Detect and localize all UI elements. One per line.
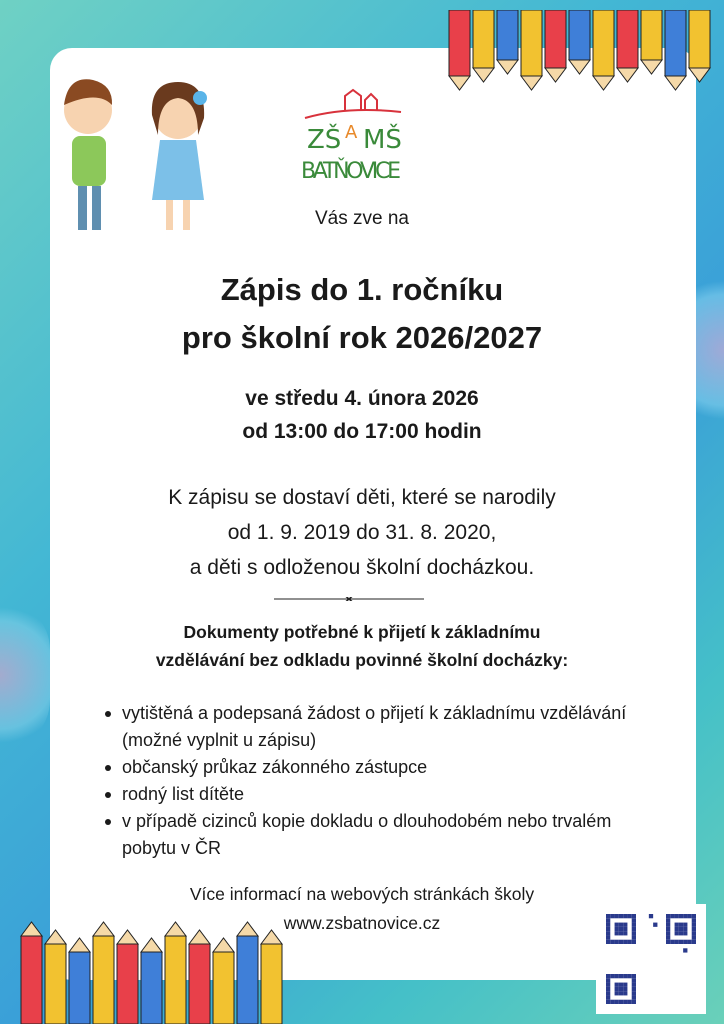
invite-text: Vás zve na xyxy=(315,208,409,229)
pencil xyxy=(117,930,138,1024)
school-logo xyxy=(297,88,407,184)
info-line: K zápisu se dostaví děti, které se narodily xyxy=(168,486,556,509)
svg-text:ZŠ: ZŠ xyxy=(307,125,342,155)
info-line: a děti s odloženou školní docházkou. xyxy=(189,556,535,579)
pencil xyxy=(689,10,710,82)
pencil xyxy=(449,10,470,90)
pencil xyxy=(521,10,542,90)
pencil xyxy=(497,10,518,74)
ornament-divider xyxy=(274,597,424,601)
title-line: pro školní rok 2026/2027 xyxy=(181,320,543,355)
pencil xyxy=(189,930,210,1024)
time-line: od 13:00 do 17:00 hodin xyxy=(242,420,482,443)
heading-line: Dokumenty potřebné k přijetí k základnímu xyxy=(183,622,541,642)
pencil xyxy=(665,10,686,90)
documents-list xyxy=(122,700,662,862)
svg-text:BATŇOVICE: BATŇOVICE xyxy=(301,159,401,184)
list-item: v případě cizinců kopie dokladu o dlouhodobém nebo trvalém pobytu v ČR xyxy=(122,808,662,862)
more-info-text: Více informací na webových stránkách školy xyxy=(189,884,535,904)
pencils-decoration xyxy=(448,10,718,100)
event-date xyxy=(0,382,724,448)
pencil xyxy=(69,938,90,1024)
website-link[interactable]: www.zsbatnovice.cz xyxy=(283,913,441,933)
title-line: Zápis do 1. ročníku xyxy=(220,272,504,307)
list-item: občanský průkaz zákonného zástupce xyxy=(122,754,662,781)
qr-code[interactable] xyxy=(596,904,706,1014)
pencil xyxy=(473,10,494,82)
info-line: od 1. 9. 2019 do 31. 8. 2020, xyxy=(227,521,497,544)
pencil xyxy=(617,10,638,82)
heading-line: vzdělávání bez odkladu povinné školní docházky: xyxy=(155,650,569,670)
pencil xyxy=(569,10,590,74)
pencil xyxy=(641,10,662,74)
page-title xyxy=(0,266,724,362)
list-item: vytištěná a podepsaná žádost o přijetí k základnímu vzdělávání (možné vyplnit u zápisu) xyxy=(122,700,662,754)
list-item: rodný list dítěte xyxy=(122,781,662,808)
eligibility-info xyxy=(0,480,724,585)
pencil xyxy=(213,938,234,1024)
date-line: ve středu 4. února 2026 xyxy=(245,387,479,410)
pencil xyxy=(45,930,66,1024)
documents-heading xyxy=(0,618,724,674)
svg-text:A: A xyxy=(345,122,358,143)
pencil xyxy=(593,10,614,90)
svg-text:MŠ: MŠ xyxy=(363,125,402,155)
pencil xyxy=(261,930,282,1024)
pencil xyxy=(545,10,566,82)
pencil xyxy=(141,938,162,1024)
